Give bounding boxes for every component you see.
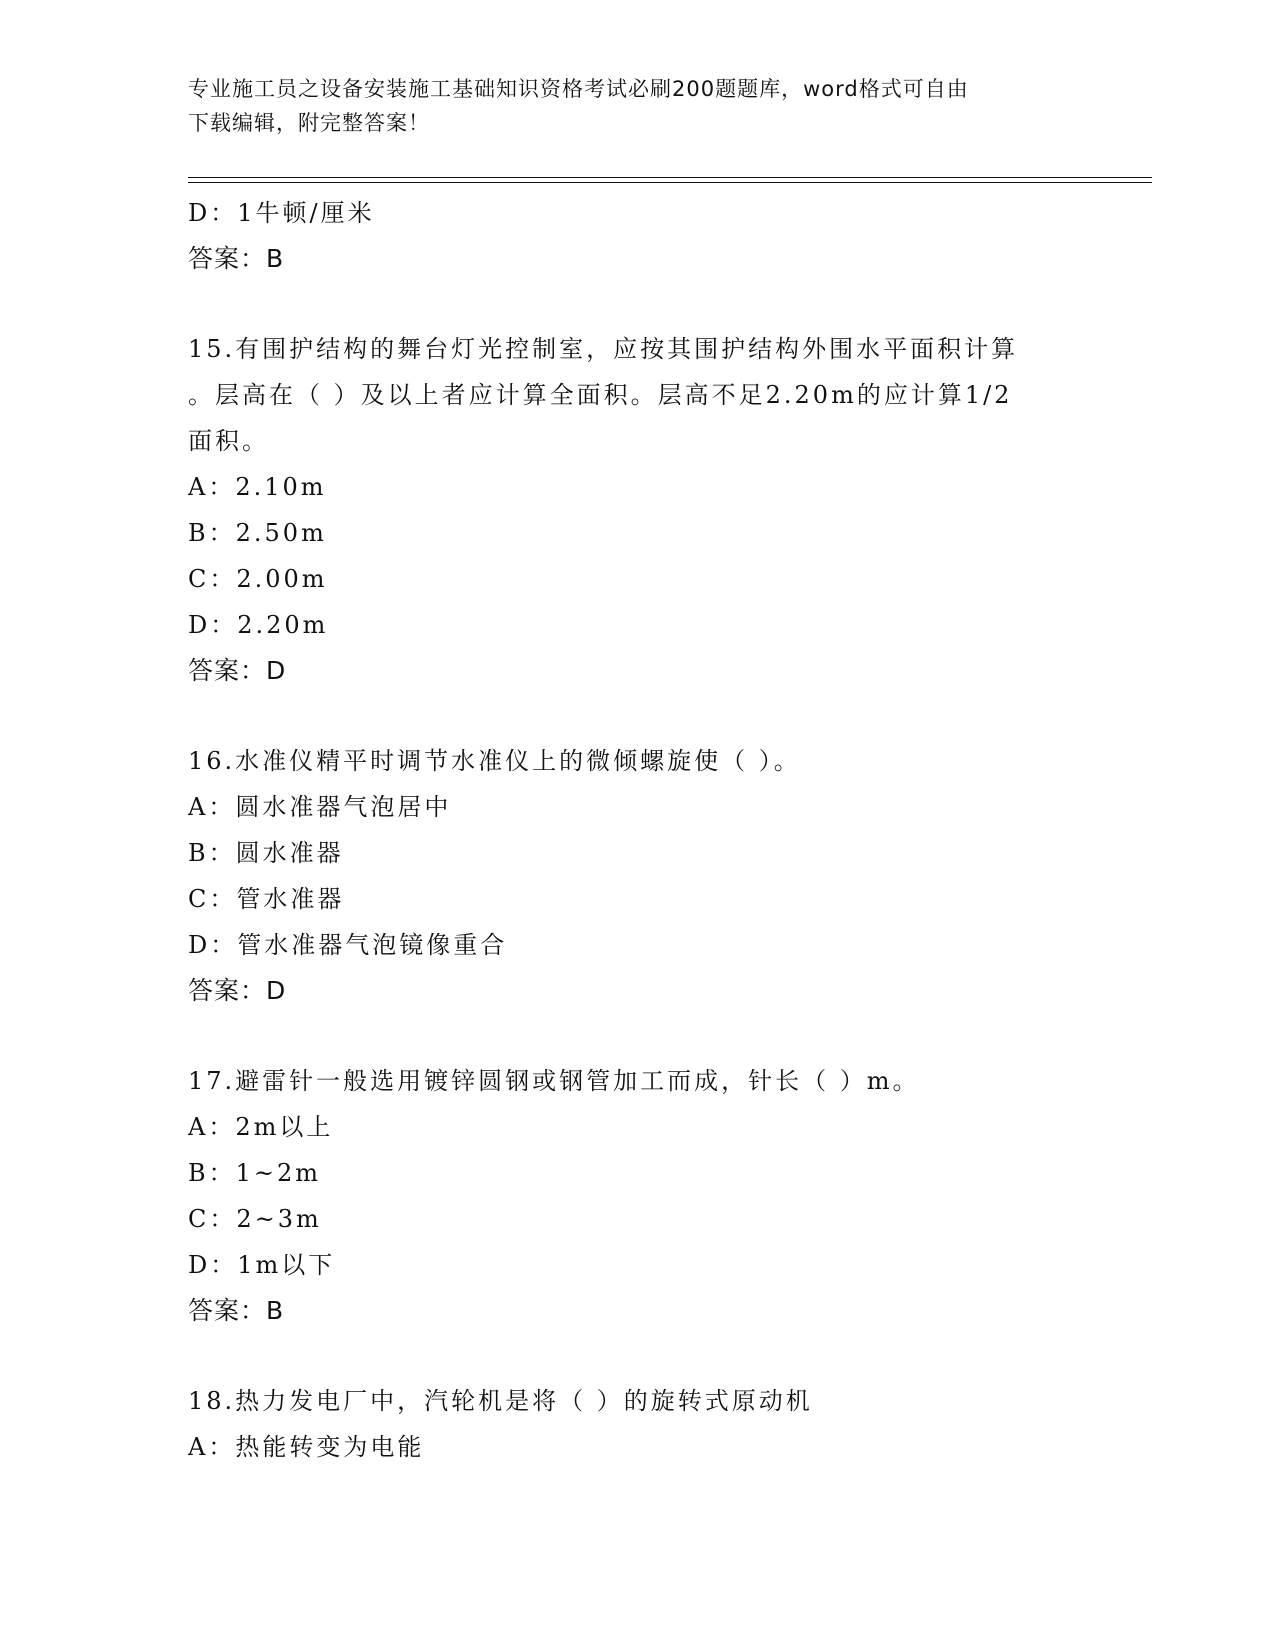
- document-header: [188, 72, 1088, 140]
- answer-line: 答案：B: [188, 1296, 285, 1325]
- answer-line: 答案：B: [188, 244, 285, 273]
- spacer: [188, 694, 1088, 738]
- question-stem: 17.避雷针一般选用镀锌圆钢或钢管加工而成，针长（ ）m。: [188, 1067, 920, 1095]
- option-a: A：热能转变为电能: [188, 1433, 425, 1461]
- option-d: D：管水准器气泡镜像重合: [188, 931, 508, 959]
- option-c: C：2~3m: [188, 1205, 322, 1233]
- option-b: B：圆水准器: [188, 839, 344, 867]
- spacer: [188, 282, 1088, 326]
- option-d: D：1m以下: [188, 1251, 336, 1279]
- option-c: C：管水准器: [188, 885, 345, 913]
- question-stem: 15.有围护结构的舞台灯光控制室，应按其围护结构外围水平面积计算: [188, 335, 1019, 363]
- spacer: [188, 1334, 1088, 1378]
- option-a: A：2.10m: [188, 473, 327, 501]
- question-stem: 面积。: [188, 427, 269, 455]
- option-a: A：圆水准器气泡居中: [188, 793, 452, 821]
- question-stem: 16.水准仪精平时调节水准仪上的微倾螺旋使（ ）。: [188, 747, 801, 775]
- header-divider-top: [188, 177, 1152, 178]
- question-18: [188, 1378, 1088, 1470]
- question-16: [188, 738, 1088, 1014]
- header-divider-bottom: [188, 182, 1152, 183]
- question-stem: 。层高在（ ）及以上者应计算全面积。层高不足2.20m的应计算1/2: [188, 381, 1013, 409]
- option-b: B：2.50m: [188, 519, 327, 547]
- answer-line: 答案：D: [188, 976, 287, 1005]
- question-list: [188, 190, 1088, 1470]
- option-c: C：2.00m: [188, 565, 328, 593]
- option-d: D：1牛顿/厘米: [188, 199, 375, 227]
- header-line-2: 下载编辑，附完整答案！: [188, 111, 430, 135]
- option-b: B：1~2m: [188, 1159, 322, 1187]
- question-stem: 18.热力发电厂中，汽轮机是将（ ）的旋转式原动机: [188, 1387, 813, 1415]
- header-line-1: 专业施工员之设备安装施工基础知识资格考试必刷200题题库，word格式可自由: [188, 77, 969, 101]
- question-17: [188, 1058, 1088, 1334]
- option-d: D：2.20m: [188, 611, 329, 639]
- answer-line: 答案：D: [188, 656, 287, 685]
- option-a: A：2m以上: [188, 1113, 334, 1141]
- spacer: [188, 1014, 1088, 1058]
- question-15: [188, 326, 1088, 694]
